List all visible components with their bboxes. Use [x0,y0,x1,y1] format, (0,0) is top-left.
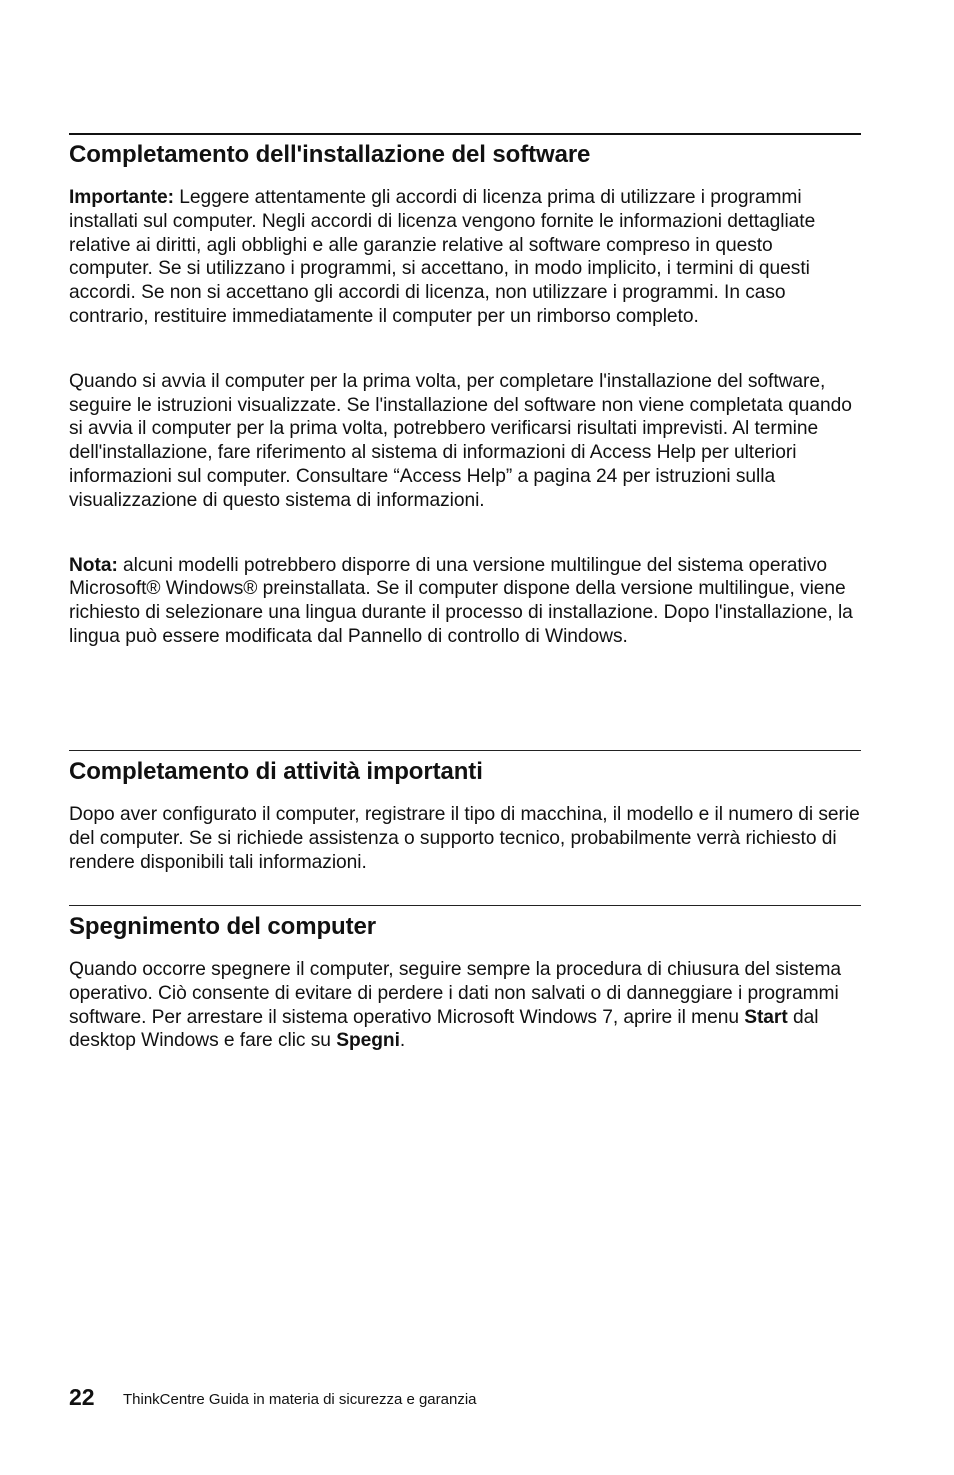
section-shutdown [69,905,861,1053]
section-software-installation [69,133,861,649]
important-label: Importante: [69,187,174,208]
installation-paragraph: Quando si avvia il computer per la prima volta, per completare l'installazione del software, seguire le istruzioni visualizzate. Se l'installazione del software non viene completata quando si avvia il computer per la prima volta, potrebbero verificarsi risultati imprevisti. Al termine dell'installazione, fare riferimento al sistema di informazioni di Access Help per ulteriori informazioni sul computer. Consultare “Access Help” a pagina 24 per istruzioni sulla visualizzazione di questo sistema di informazioni. [69,370,852,511]
note-label: Nota: [69,554,118,576]
shutdown-text: Quando occorre spegnere il computer, seguire sempre la procedura di chiusura del sistema operativo. Ciò consente di evitare di perdere i dati non salvati o di danneggiare i programmi software. Per arrestare il sistema operativo Microsoft Windows 7, aprire il menu [69,959,842,1028]
note-text: alcuni modelli potrebbero disporre di una versione multilingue del sistema operativo Microsoft® Windows® preinstallata. Se il computer dispone della versione multilingue, viene richiesto di selezionare una lingua durante il processo di installazione. Dopo l'installazione, la lingua può essere modificata dal Pannello di controllo di Windows. [69,554,853,647]
note-paragraph [69,554,861,649]
important-paragraph [69,186,861,329]
heading-important-tasks: Completamento di attività importanti [69,758,483,785]
section-important-tasks [69,750,861,874]
tasks-paragraph: Dopo aver configurato il computer, registrare il tipo di macchina, il modello e il numero di serie del computer. Se si richiede assistenza o supporto tecnico, probabilmente verrà richiesto di rendere disponibili tali informazioni. [69,804,860,873]
shutdown-text: dal desktop Windows e fare clic su [69,1006,819,1052]
page-number: 22 [69,1384,95,1410]
important-text: Leggere attentamente gli accordi di licenza prima di utilizzare i programmi installati sul computer. Negli accordi di licenza vengono fornite le informazioni dettagliate relative ai diritti, agli obblighi e alle garanzie relative al software compreso in questo computer. Se si utilizzano i programmi, si accettano, in modo implicito, i termini di questi accordi. Se non si accettano gli accordi di licenza, non utilizzare i programmi. In caso contrario, restituire immediatamente il computer per un rimborso completo. [69,187,816,327]
shutdown-paragraph [69,958,861,1053]
start-label: Start [744,1006,788,1028]
heading-software-installation: Completamento dell'installazione del software [69,141,591,168]
section-divider [69,750,861,751]
heading-shutdown: Spegnimento del computer [69,913,376,940]
section-divider [69,905,861,906]
section-divider [69,133,861,135]
document-title: ThinkCentre Guida in materia di sicurezza e garanzia [123,1391,477,1408]
spegni-label: Spegni [336,1030,400,1052]
shutdown-text: . [399,1030,406,1052]
